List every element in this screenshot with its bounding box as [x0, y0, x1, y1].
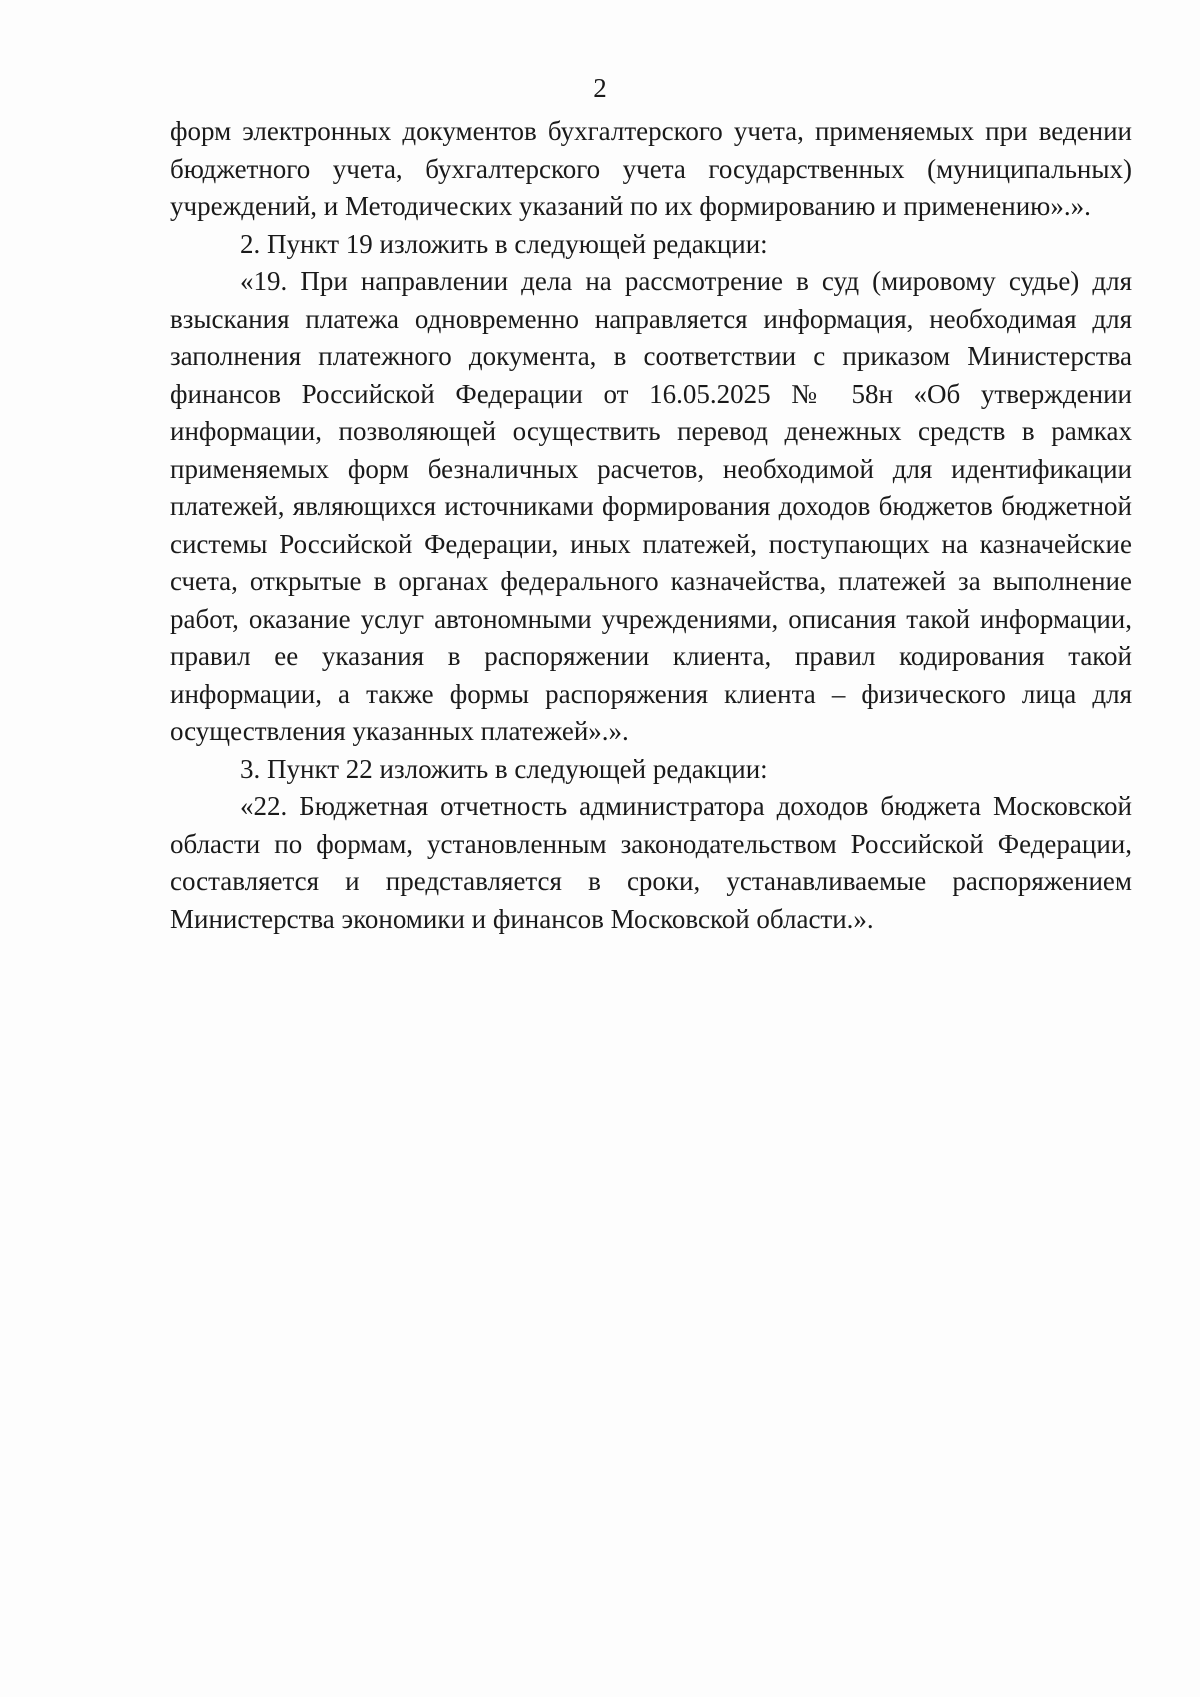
paragraph-item-19-text: «19. При направлении дела на рассмотрение в суд (мировому судье) для взыскания платежа одновременно направляется информация, необходимая для заполнения платежного документа, в соответствии с приказом Министерства финансов Российской Федерации от 16.05.2025 № 58н «Об утверждении информации, позволяющей осуществить перевод денежных средств в рамках применяемых форм безналичных расчетов, необходимой для идентификации платежей, являющихся источниками формирования доходов бюджетов бюджетной системы Российской Федерации, иных платежей, поступающих на казначейские счета, открытые в органах федерального казначейства, платежей за выполнение работ, оказание услуг автономными учреждениями, описания такой информации, правил ее указания в распоряжении клиента, правил кодирования такой информации, а также формы распоряжения клиента – физического лица для осуществления указанных платежей».». [170, 266, 1132, 746]
paragraph-item-22-text: «22. Бюджетная отчетность администратора доходов бюджета Московской области по формам, установленным законодательством Российской Федерации, составляется и представляется в сроки, устанавливаемые распоряжением Министерства экономики и финансов Московской области.». [170, 791, 1132, 934]
paragraph-item-2-heading: 2. Пункт 19 изложить в следующей редакции: [240, 228, 768, 259]
paragraph-continuation: форм электронных документов бухгалтерского учета, применяемых при ведении бюджетного учета, бухгалтерского учета государственных (муниципальных) учреждений, и Методических указаний по их формированию и применению».». [170, 116, 1132, 221]
page-number: 2 [593, 73, 607, 103]
document-body [170, 113, 1132, 938]
paragraph-item-3-heading: 3. Пункт 22 изложить в следующей редакции: [240, 753, 768, 784]
